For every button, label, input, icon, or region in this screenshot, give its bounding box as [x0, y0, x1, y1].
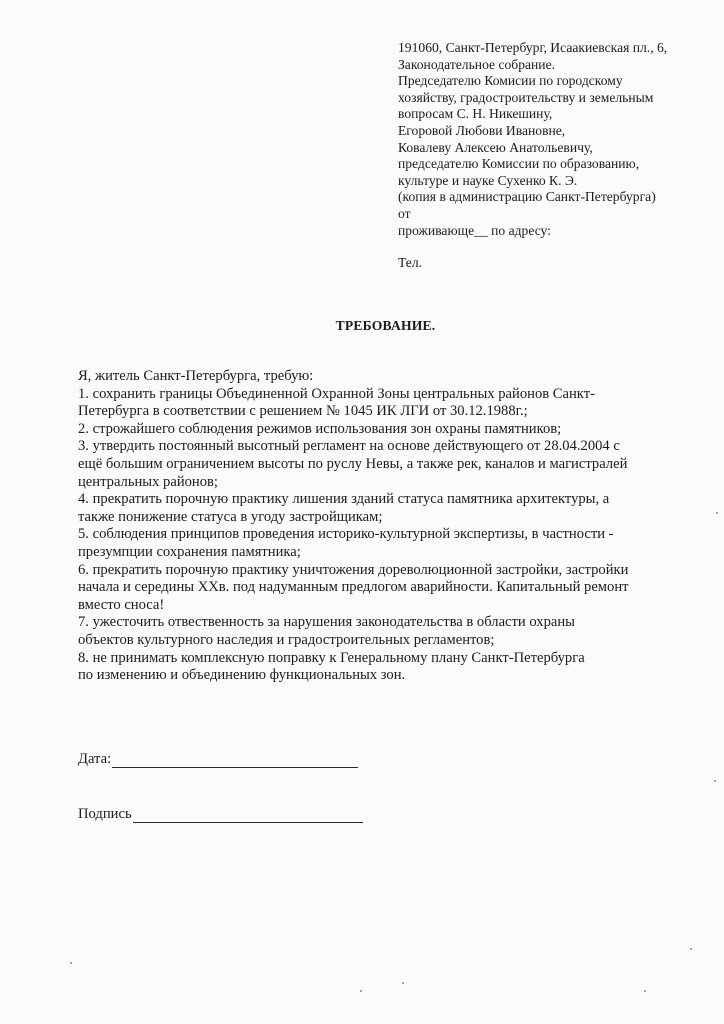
- body-line: 5. соблюдения принципов проведения историко-культурной экспертизы, в частности -: [78, 526, 614, 543]
- addressee-line: Егоровой Любови Ивановне,: [398, 122, 566, 138]
- body-line: начала и середины XXв. под надуманным предлогом аварийности. Капитальный ремонт: [78, 579, 629, 596]
- body-line: Петербурга в соответствии с решением № 1045 ИК ЛГИ от 30.12.1988г.;: [78, 403, 528, 420]
- addressee-line: Председателю Комисии по городскому: [398, 73, 623, 89]
- body-line: 6. прекратить порочную практику уничтожения дореволюционной застройки, застройки: [78, 561, 629, 578]
- signature-blank-line[interactable]: [133, 808, 363, 823]
- scan-speck: [402, 982, 404, 984]
- scan-speck: [70, 962, 72, 964]
- date-blank-line[interactable]: [112, 753, 358, 768]
- addressee-line: от: [398, 205, 411, 221]
- addressee-line: хозяйству, градостроительству и земельным: [398, 89, 654, 105]
- signature-label: Подпись: [78, 806, 132, 822]
- document-title: ТРЕБОВАНИЕ.: [335, 318, 436, 333]
- body-line: 2. строжайшего соблюдения режимов использования зон охраны памятников;: [78, 420, 562, 437]
- body-line: 7. ужесточить отвественность за нарушения законодательства в области охраны: [78, 614, 575, 631]
- addressee-line: 191060, Санкт-Петербург, Исаакиевская пл., 6,: [398, 40, 668, 55]
- body-line: 8. не принимать комплексную поправку к Генеральному плану Санкт-Петербурга: [78, 649, 585, 666]
- body-line: презумпции сохранения памятника;: [78, 543, 301, 560]
- scan-speck: [716, 512, 718, 514]
- body-line: 1. сохранить границы Объединенной Охранной Зоны центральных районов Санкт-: [78, 385, 595, 402]
- addressee-line: Законодательное собрание.: [398, 56, 556, 72]
- addressee-line: вопросам С. Н. Никешину,: [398, 106, 553, 122]
- body-line: центральных районов;: [78, 473, 218, 490]
- body-line: объектов культурного наследия и градостроительных регламентов;: [78, 631, 495, 648]
- body-line: по изменению и объединению функциональных зон.: [78, 667, 406, 684]
- body-line: Я, житель Санкт-Петербурга, требую:: [78, 368, 314, 384]
- date-label: Дата:: [78, 751, 112, 767]
- scan-speck: [714, 780, 716, 782]
- addressee-line: председателю Комиссии по образованию,: [398, 156, 640, 172]
- scan-speck: [644, 990, 646, 992]
- body-line: 3. утвердить постоянный высотный регламент на основе действующего от 28.04.2004 с: [78, 438, 620, 455]
- scan-speck: [690, 948, 692, 950]
- body-line: 4. прекратить порочную практику лишения зданий статуса памятника архитектуры, а: [78, 491, 610, 508]
- date-field[interactable]: [78, 751, 358, 768]
- body-line: также понижение статуса в угоду застройщикам;: [78, 508, 383, 525]
- addressee-line: проживающе__ по адресу:: [398, 222, 551, 238]
- signature-field[interactable]: [78, 806, 363, 823]
- addressee-line: (копия в администрацию Санкт-Петербурга): [398, 189, 656, 205]
- body-line: ещё большим ограничением высоты по руслу Невы, а также рек, каналов и магистралей: [78, 455, 628, 472]
- demand-body: [78, 368, 704, 685]
- addressee-line: Ковалеву Алексею Анатольевичу,: [398, 139, 593, 155]
- addressee-block: [398, 40, 710, 239]
- addressee-line: культуре и науке Сухенко К. Э.: [398, 172, 578, 188]
- body-line: вместо сноса!: [78, 596, 165, 613]
- scan-speck: [360, 990, 362, 992]
- telephone-label: Тел.: [398, 255, 423, 270]
